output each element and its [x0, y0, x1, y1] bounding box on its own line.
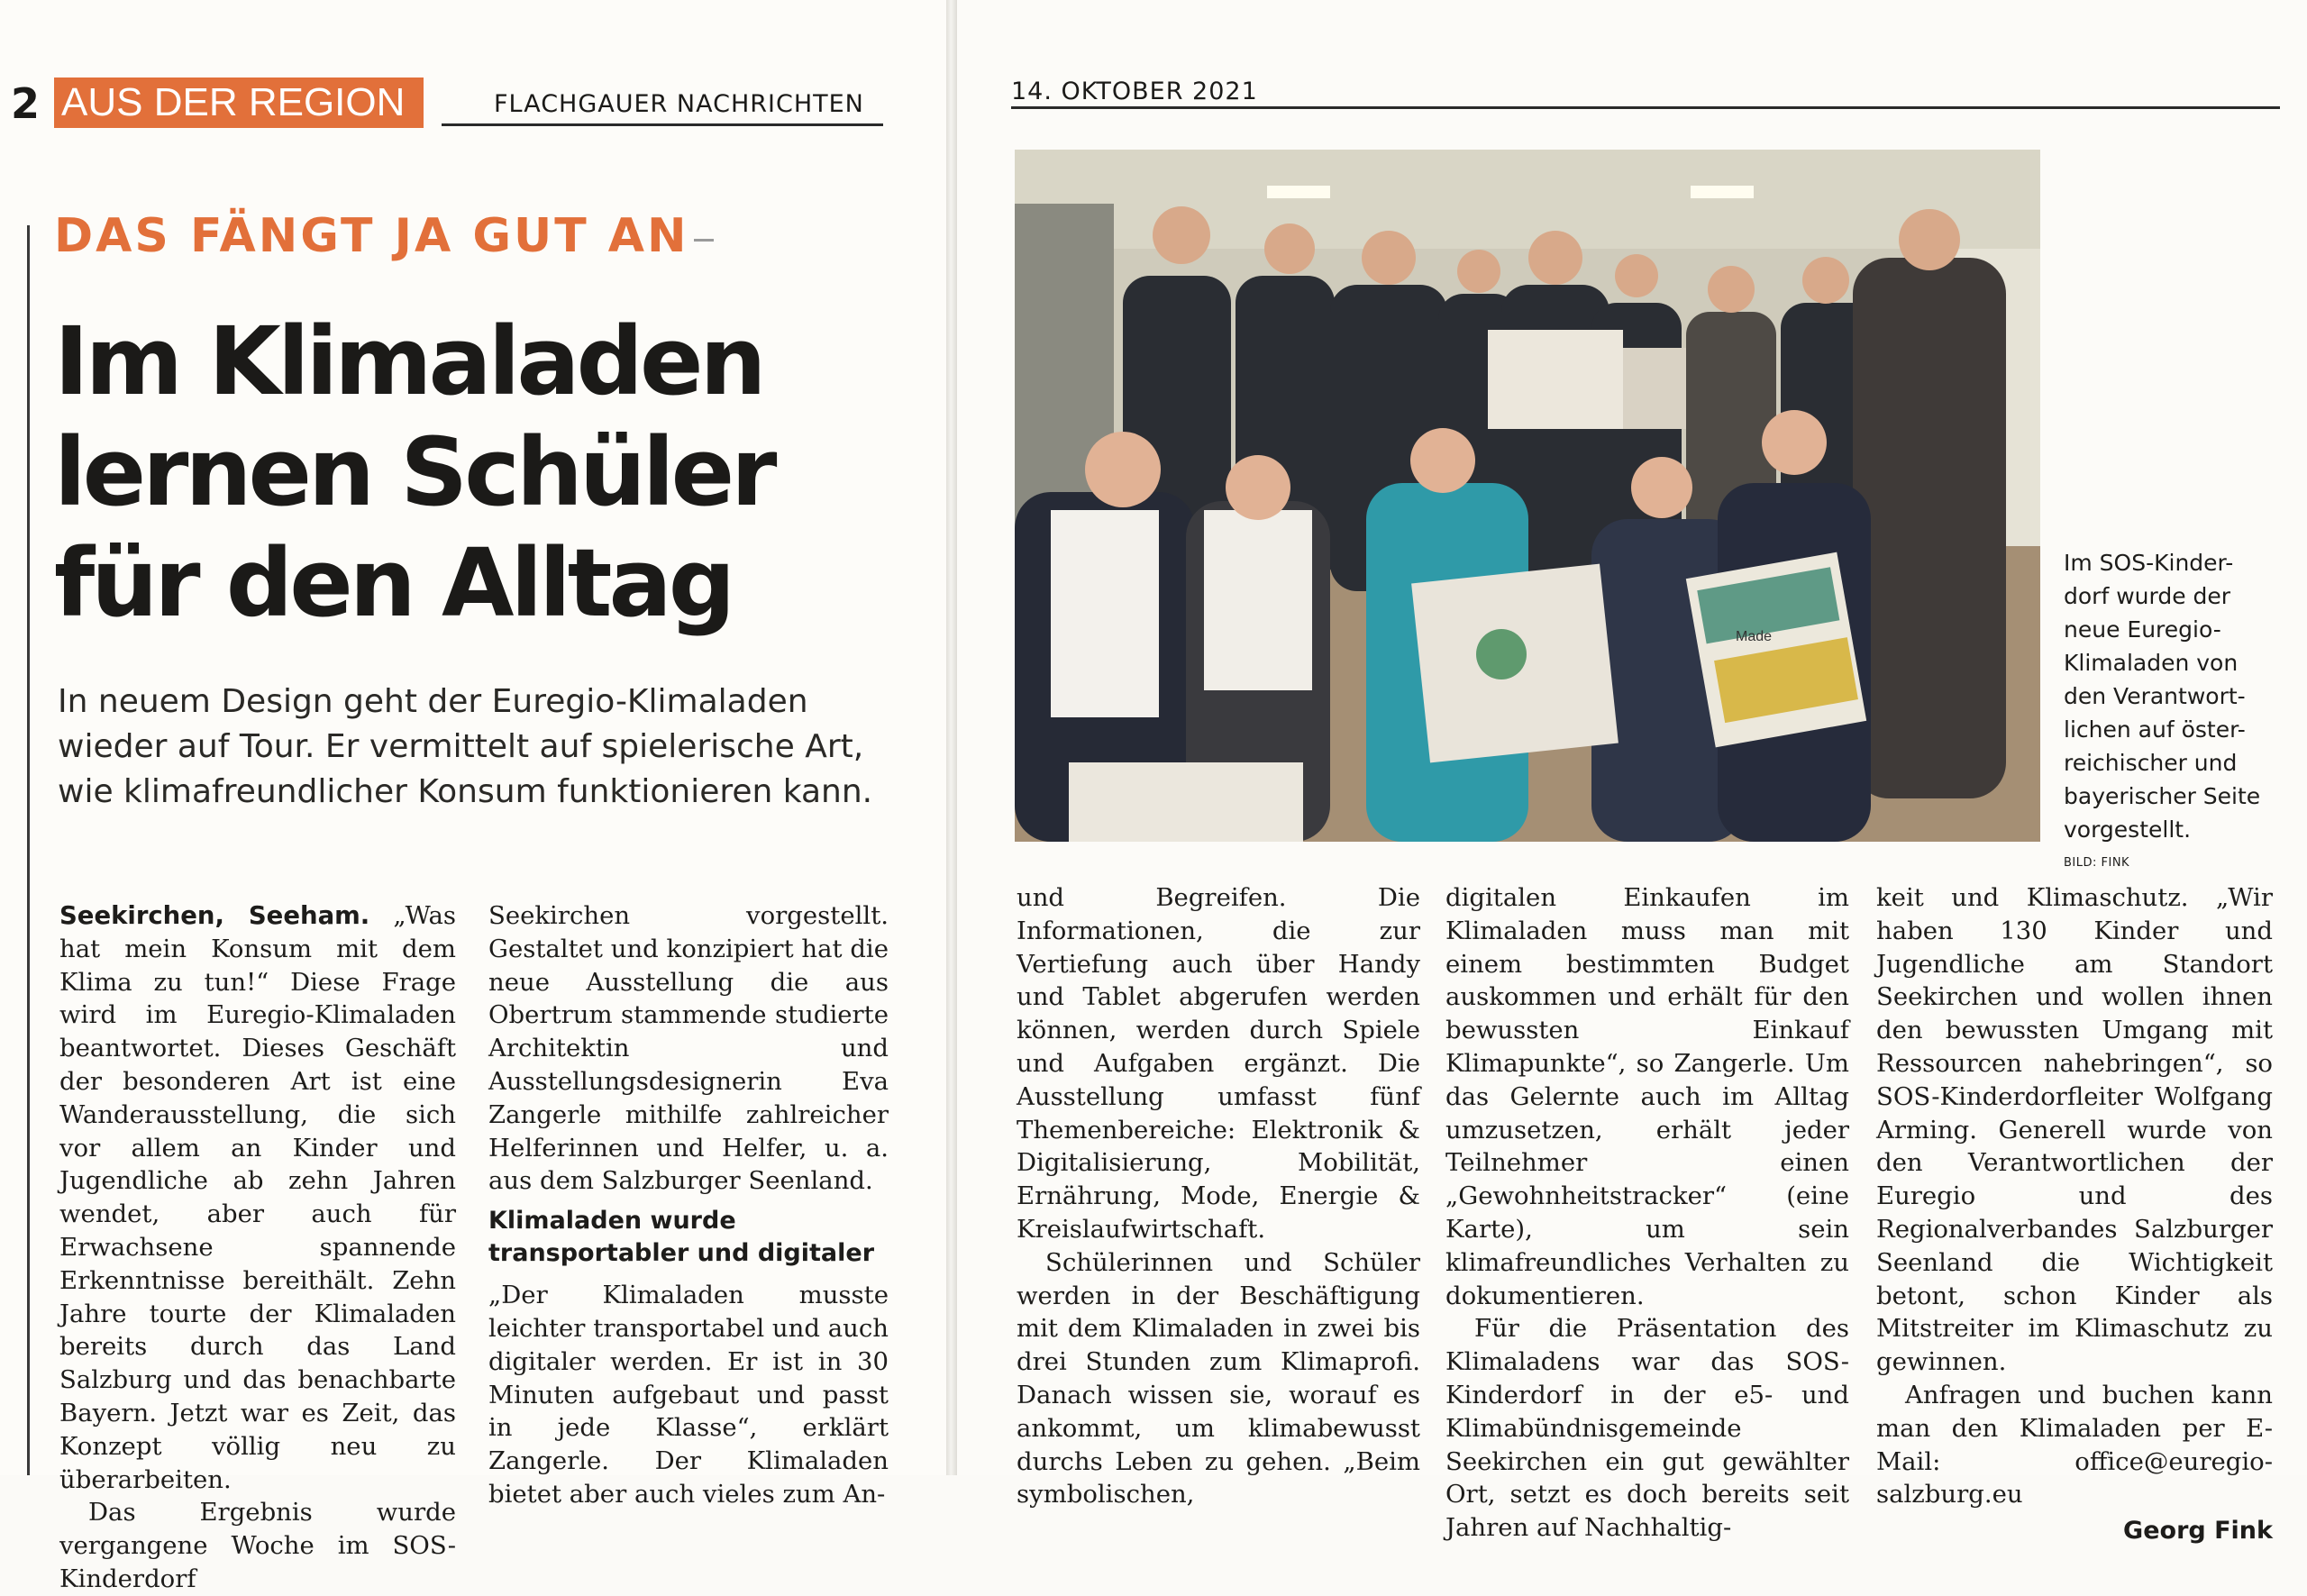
caption-line: reichischer und: [2064, 750, 2238, 776]
caption-line: den Verantwort-: [2064, 683, 2246, 709]
page-gutter: [946, 0, 957, 1475]
header-rule-left: [442, 123, 883, 126]
caption-line: dorf wurde der: [2064, 583, 2231, 609]
caption-last-line: vorgestellt.: [2064, 816, 2192, 843]
section-tag: AUS DER REGION: [54, 78, 424, 128]
paper-name: FLACHGAUER NACHRICHTEN: [494, 90, 864, 118]
photo-credit: BILD: FINK: [2064, 856, 2130, 870]
body-paragraph: Für die Präsentation des Klimaladens war das SOS-Kinderdorf in der e5- und Klimabündnisgemeinde Seekirchen ein gut gewählter Ort, setzt es doch bereits seit Jahren auf Nachhaltig-: [1445, 1314, 1849, 1543]
caption-line: Klimaladen von: [2064, 650, 2239, 676]
caption-line: neue Euregio-: [2064, 616, 2221, 643]
body-paragraph: „Der Klimaladen musste leichter transportabel und auch digitaler werden. Er ist in 30 Minuten aufgebaut und passt in jede Klasse“, erklärt Zangerle. Der Klimaladen bietet aber auch vieles zum An-: [488, 1281, 889, 1509]
lead-line: wie klimafreundlicher Konsum funktionieren kann.: [58, 773, 873, 810]
body-column-1: [59, 899, 456, 1596]
article-author: Georg Fink: [2123, 1517, 2273, 1546]
headline-line: Im Klimaladen: [54, 306, 763, 416]
body-column-3: [1017, 881, 1420, 1511]
body-paragraph: Anfragen und buchen kann man den Klimaladen per E-Mail: office@euregio-salzburg.eu: [1876, 1380, 2273, 1509]
body-column-4: [1445, 881, 1849, 1545]
article-headline: [54, 306, 919, 639]
body-paragraph: keit und Klimaschutz. „Wir haben 130 Kinder und Jugendliche am Standort Seekirchen und wollen ihnen den bewussten Umgang mit Ressourcen nahebringen“, so SOS-Kinderdorfleiter Wolfgang Arming. Generell wurde von den Verantwortlichen der Euregio und des Regionalverbandes Salzburger Seenland die Wichtigkeit betont, schon Kinder als Mitstreiter im Klimaschutz zu gewinnen.: [1876, 883, 2273, 1377]
caption-line: lichen auf öster-: [2064, 716, 2246, 743]
body-paragraph: Das Ergebnis wurde vergangene Woche im SOS-Kinderdorf: [59, 1498, 456, 1593]
page-number: 2: [11, 79, 41, 128]
body-paragraph: Schülerinnen und Schüler werden in der Beschäftigung mit dem Klimaladen in zwei bis drei Stunden zum Klimaprofi. Danach wissen sie, worauf es ankommt, um klimabewusst durchs Leben zu gehen. „Beim symbolischen,: [1017, 1247, 1420, 1509]
article-lead: [58, 679, 923, 815]
body-column-2: [488, 899, 889, 1511]
lead-line: In neuem Design geht der Euregio-Klimaladen: [58, 683, 808, 720]
article-photo: [1015, 150, 2040, 842]
body-paragraph: digitalen Einkaufen im Klimaladen muss man mit einem bestimmten Budget auskommen und erhält für den bewussten Einkauf Klimapunkte“, so Zangerle. Um das Gelernte auch im Alltag umzusetzen, erhält jeder Teilnehmer einen „Gewohnheitstracker“ (eine Karte), um sein klimafreundliches Verhalten zu dokumentieren.: [1445, 883, 1849, 1310]
body-column-5: [1876, 881, 2273, 1548]
body-paragraph: Seekirchen vorgestellt. Gestaltet und konzipiert hat die neue Ausstellung die aus Obertrum stammende studierte Architektin und Ausstellungsdesignerin Eva Zangerle mithilfe zahlreicher Helferinnen und Helfer, u. a. aus dem Salzburger Seenland.: [488, 901, 889, 1196]
article-subhead: Klimaladen wurde transportabler und digitaler: [488, 1207, 875, 1268]
lead-line: wieder auf Tour. Er vermittelt auf spielerische Art,: [58, 728, 864, 765]
photo-caption: [2064, 546, 2280, 880]
dateline: Seekirchen, Seeham.: [59, 901, 370, 930]
caption-line: bayerischer Seite: [2064, 783, 2261, 809]
issue-date: 14. OKTOBER 2021: [1011, 78, 1258, 105]
body-paragraph: [59, 899, 456, 1496]
headline-line: für den Alltag: [54, 528, 733, 638]
caption-line: [2064, 813, 2280, 880]
header-rule-right: [1011, 106, 2280, 109]
box-label: Made: [1736, 629, 1773, 644]
body-paragraph: und Begreifen. Die Informationen, die zur Vertiefung auch über Handy und Tablet abgerufen werden können, werden durch Spiele und Aufgaben ergänzt. Die Ausstellung umfasst fünf Themenbereiche: Elektronik & Digitalisierung, Mobilität, Ernährung, Mode, Energie & Kreislaufwirtschaft.: [1017, 883, 1420, 1244]
headline-line: lernen Schüler: [54, 417, 774, 527]
kicker-dash: [694, 239, 714, 242]
article-kicker: DAS FÄNGT JA GUT AN: [54, 209, 689, 263]
body-text: „Was hat mein Konsum mit dem Klima zu tun!“ Diese Frage wird im Euregio-Klimaladen beantwortet. Dieses Geschäft der besonderen Art ist eine Wanderausstellung, die sich vor allem an Kinder und Jugendliche ab zehn Jahren wendet, aber auch für Erwachsene spannende Erkenntnisse bereithält. Zehn Jahre tourte der Klimaladen bereits durch das Land Salzburg und das benachbarte Bayern. Jetzt war es Zeit, das Konzept völlig neu zu überarbeiten.: [59, 901, 456, 1494]
caption-line: Im SOS-Kinder-: [2064, 550, 2234, 576]
article-side-rule: [27, 225, 30, 1475]
group-photo-illustration: [1015, 150, 2040, 842]
